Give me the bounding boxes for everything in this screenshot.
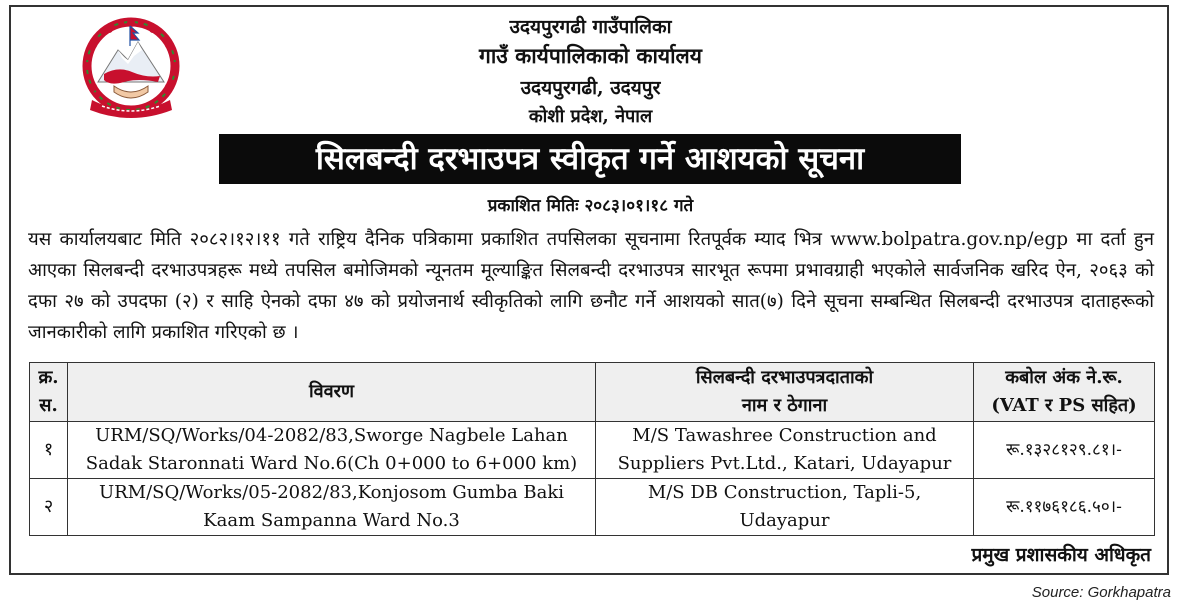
published-date: प्रकाशित मितिः २०८३।०१।१८ गते (487, 196, 694, 216)
header-bidder-line1: सिलबन्दी दरभाउपत्रदाताको (695, 367, 874, 388)
row-sn: २ (30, 479, 68, 536)
bid-table (29, 362, 1155, 536)
source-credit: Source: Gorkhapatra (1031, 584, 1171, 601)
row-description (68, 479, 596, 536)
row-bidder (596, 422, 974, 479)
row-sn: १ (30, 422, 68, 479)
municipality-name: उदयपुरगढी गाउँपालिका (509, 16, 672, 38)
row-bidder-line2: Udayapur (739, 510, 830, 531)
row-amount: रू.१३२८१२९.८१।- (974, 422, 1155, 479)
row-description (68, 422, 596, 479)
header-amount-line2: (VAT र PS सहित) (991, 395, 1137, 416)
table-row (30, 479, 1155, 536)
header-sn (30, 363, 68, 422)
header-bidder (596, 363, 974, 422)
table-row (30, 422, 1155, 479)
row-amount: रू.११७६१८६.५०।- (974, 479, 1155, 536)
header-sn-line1: क्र. (38, 367, 59, 388)
row-bidder (596, 479, 974, 536)
table-header-row (30, 363, 1155, 422)
province-country: कोशी प्रदेश, नेपाल (528, 106, 653, 127)
row-description-line2: Kaam Sampanna Ward No.3 (203, 510, 460, 531)
row-bidder-line2: Suppliers Pvt.Ltd., Katari, Udayapur (617, 453, 952, 474)
header-sn-line2: स. (39, 395, 58, 416)
row-description-line1: URM/SQ/Works/05-2082/83,Konjosom Gumba Baki (98, 482, 565, 503)
office-address: उदयपुरगढी, उदयपुर (520, 77, 661, 99)
row-bidder-line1: M/S DB Construction, Tapli-5, (647, 482, 922, 503)
header-bidder-line2: नाम र ठेगाना (741, 395, 828, 416)
office-name: गाउँ कार्यपालिकाको कार्यालय (479, 43, 702, 68)
row-description-line1: URM/SQ/Works/04-2082/83,Sworge Nagbele Lahan (95, 425, 568, 446)
row-bidder-line1: M/S Tawashree Construction and (632, 425, 937, 446)
header-description: विवरण (68, 363, 596, 422)
notice-title-banner: सिलबन्दी दरभाउपत्र स्वीकृत गर्ने आशयको सूचना (219, 134, 961, 184)
row-description-line2: Sadak Staronnati Ward No.6(Ch 0+000 to 6+000 km) (85, 453, 578, 474)
notice-paragraph: यस कार्यालयबाट मिति २०८२।१२।११ गते राष्ट्रिय दैनिक पत्रिकामा प्रकाशित तपसिलका सूचनामा रितपूर्वक म्याद भित्र www.bolpatra.gov.np/egp मा दर्ता हुन आएका सिलबन्दी दरभाउपत्रहरू मध्ये तपसिल बमोजिमको न्यूनतम मूल्याङ्कित सिलबन्दी दरभाउपत्र सारभूत रूपमा प्रभावग्राही भएकोले सार्वजनिक खरिद ऐन, २०६३ को दफा २७ को उपदफा (२) र साहि ऐनको दफा ४७ को प्रयोजनार्थ स्वीकृतिको लागि छनौट गर्ने आशयको सात(७) दिने सूचना सम्बन्धित सिलबन्दी दरभाउपत्र दाताहरूको जानकारीको लागि प्रकाशित गरिएको छ । (28, 229, 1154, 343)
header-amount (974, 363, 1155, 422)
signatory-title: प्रमुख प्रशासकीय अधिकृत (971, 544, 1151, 566)
header-amount-line1: कबोल अंक ने.रू. (1005, 367, 1123, 388)
